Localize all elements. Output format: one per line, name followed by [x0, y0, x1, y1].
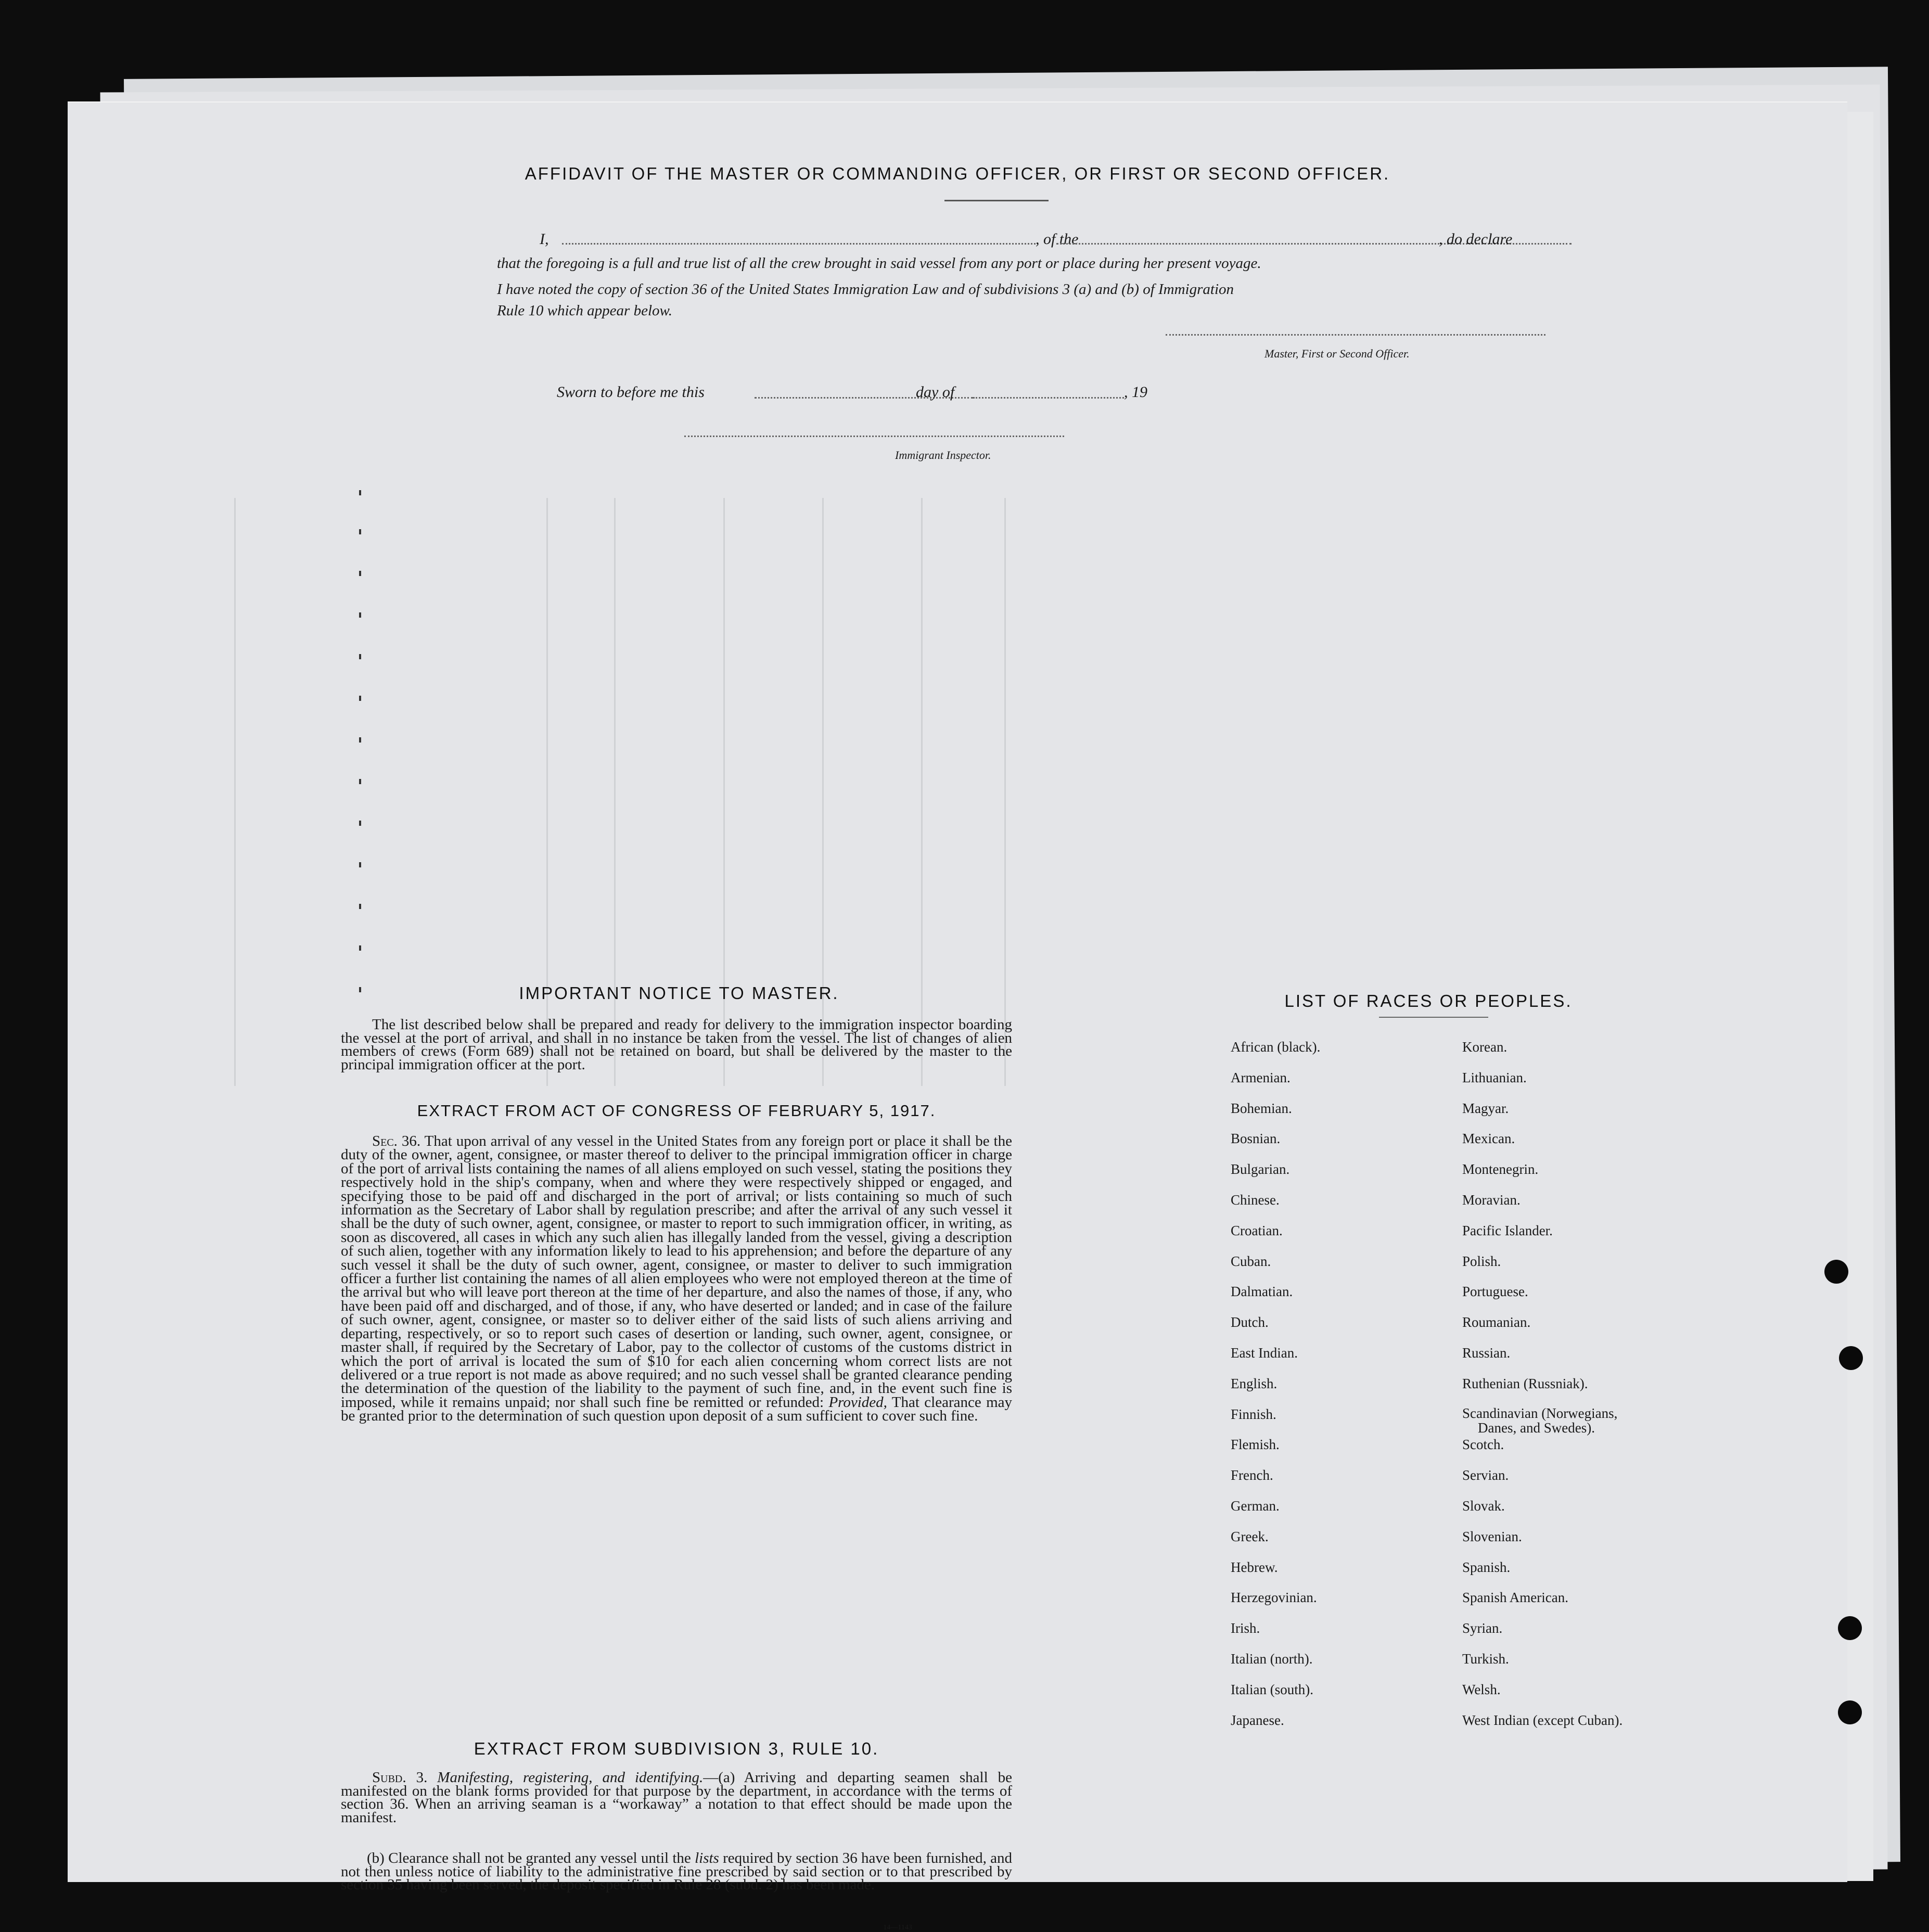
act-body-text: That upon arrival of any vessel in the United States from any foreign port or place it shall be the duty of the owner, agent, consignee, or master thereof to deliver to the principal immigration officer in charge of the port of arrival lists containing the names of all aliens employed on such vessel, stating the positions they respectively hold in the ship's company, when and where they were respectively shipped or engaged, and specifying those to be paid off and discharged in the port of arrival; or lists containing so much of such information as the Secretary of Labor shall by regulation prescribe; and after the arrival of any such vessel it shall be the duty of such owner, agent, consignee, or master to report to such immigration officer, in writing, as soon as discovered, all cases in which any such alien has illegally landed from the vessel, giving a description of such alien, together with any information likely to lead to his apprehension; and before the departure of any such vessel it shall be the duty of such owner, agent, consignee, or master to deliver to such immigration officer a further list containing the names of all alien employees who were not employed thereon at the time of the arrival but who will leave port thereon at the time of her departure, and also the names of those, if any, who have been paid off and discharged, and of those, if any, who have deserted or landed; and in case of the failure of such owner, agent, consignee, or master so to deliver either of the said lists of such aliens arriving and departing, respectively, or so to report such cases of desertion or landing, such owner, agent, consignee, or master shall, if required by the Secretary of Labor, pay to the collector of customs of the customs district in which the port of arrival is located the sum of $10 for each alien concerning whom correct lists are not delivered or a true report is not made as above required; and no such vessel shall be granted clearance pending the determination of the question of the liability to the payment of such fine, and, in the event such fine is imposed, while it remains unpaid; nor shall such fine be remitted or refunded:: [341, 1133, 1012, 1411]
race-item: Bohemian.: [1231, 1100, 1292, 1116]
race-item: Welsh.: [1462, 1681, 1501, 1697]
race-item: Danes, and Swedes).: [1478, 1419, 1595, 1436]
binder-hole: [1838, 1700, 1862, 1724]
race-item: African (black).: [1231, 1039, 1321, 1055]
race-item: East Indian.: [1231, 1345, 1298, 1361]
race-item: Ruthenian (Russniak).: [1462, 1375, 1588, 1391]
race-item: Turkish.: [1462, 1651, 1509, 1667]
race-item: Cuban.: [1231, 1253, 1271, 1269]
act-title: EXTRACT FROM ACT OF CONGRESS OF FEBRUARY 5, 1917.: [417, 1102, 936, 1120]
race-item: Lithuanian.: [1462, 1069, 1527, 1085]
race-item: Finnish.: [1231, 1406, 1276, 1422]
race-item: Dutch.: [1231, 1314, 1269, 1330]
race-item: Italian (south).: [1231, 1681, 1313, 1697]
affidavit-do-declare: , do declare: [1439, 231, 1513, 248]
race-item: Slovak.: [1462, 1498, 1505, 1514]
race-item: Croatian.: [1231, 1222, 1283, 1238]
binder-hole: [1824, 1260, 1848, 1284]
race-item: Spanish.: [1462, 1559, 1511, 1575]
lists-word: lists: [695, 1850, 719, 1866]
row-tick: [359, 490, 361, 495]
notice-title: IMPORTANT NOTICE TO MASTER.: [519, 983, 839, 1003]
subdiv-part-a-text: —(a) Arriving and departing seamen shall be manifested on the blank forms provided for that purpose by the department, in accordance with the terms of section 36. When an arriving seaman is a “workaway” a notation to that effect should be made upon the manifest.: [341, 1769, 1012, 1826]
row-tick: [359, 737, 361, 743]
race-item: Italian (north).: [1231, 1651, 1313, 1667]
race-item: Pacific Islander.: [1462, 1222, 1553, 1238]
binder-hole: [1838, 1616, 1862, 1640]
sworn-month-field[interactable]: [973, 397, 1124, 399]
subdiv-part-a: [341, 1771, 1012, 1824]
race-item: Irish.: [1231, 1620, 1260, 1636]
race-item: Moravian.: [1462, 1192, 1521, 1208]
act-body-end: That clearance may be granted prior to the determination of such question upon deposit of a sum sufficient to cover such fine.: [341, 1393, 1013, 1425]
row-tick: [359, 696, 361, 701]
manifest-page: [68, 101, 1847, 1931]
race-item: Dalmatian.: [1231, 1284, 1293, 1300]
inspector-label: Immigrant Inspector.: [895, 449, 991, 462]
sworn-year: , 19: [1124, 383, 1147, 401]
race-item: Bulgarian.: [1231, 1161, 1290, 1178]
race-item: Scandinavian (Norwegians,: [1462, 1405, 1618, 1421]
race-item: Russian.: [1462, 1345, 1511, 1361]
race-item: Chinese.: [1231, 1192, 1280, 1208]
race-item: West Indian (except Cuban).: [1462, 1712, 1623, 1728]
affidavit-line-2: that the foregoing is a full and true list of all the crew brought in said vessel from any port or place during her present voyage.: [497, 255, 1261, 272]
race-item: French.: [1231, 1467, 1273, 1483]
title-rule: [944, 200, 1049, 201]
master-signature-label: Master, First or Second Officer.: [1264, 347, 1410, 360]
race-item: Hebrew.: [1231, 1559, 1278, 1575]
affidavit-line-3: I have noted the copy of section 36 of the United States Immigration Law and of subdivisions 3 (a) and (b) of Immigration: [497, 281, 1234, 298]
affidavit-line-4: Rule 10 which appear below.: [497, 302, 672, 319]
affidavit-i: I,: [540, 231, 549, 248]
race-item: Spanish American.: [1462, 1590, 1568, 1606]
race-item: German.: [1231, 1498, 1280, 1514]
affidavit-title: AFFIDAVIT OF THE MASTER OR COMMANDING OFFICER, OR FIRST OR SECOND OFFICER.: [525, 164, 1390, 183]
sworn-day-of: day of: [916, 383, 955, 401]
provided-word: Provided,: [828, 1393, 887, 1411]
race-item: Bosnian.: [1231, 1131, 1281, 1147]
row-tick: [359, 779, 361, 784]
race-item: Mexican.: [1462, 1131, 1515, 1147]
ruled-column-line: [234, 498, 236, 1086]
sworn-text: Sworn to before me this: [557, 383, 705, 401]
race-item: Slovenian.: [1462, 1528, 1522, 1544]
master-name-field[interactable]: [562, 243, 1036, 245]
subdiv-heading: Manifesting, registering, and identifying.: [437, 1769, 704, 1786]
inspector-signature-field[interactable]: [684, 436, 1064, 437]
race-item: Montenegrin.: [1462, 1161, 1539, 1178]
notice-body: The list described below shall be prepared and ready for delivery to the immigration inspector boarding the vessel at the port of arrival, and shall in no instance be taken from the vessel. The list of changes of alien members of crews (Form 689) shall not be retained on board, but shall be delivered by the master to the principal immigration officer at the port.: [341, 1016, 1012, 1073]
race-item: Herzegovinian.: [1231, 1590, 1317, 1606]
races-title-rule: [1379, 1017, 1488, 1018]
act-body: [341, 1134, 1012, 1423]
row-tick: [359, 862, 361, 867]
row-tick: [359, 821, 361, 826]
race-item: Roumanian.: [1462, 1314, 1531, 1330]
subdiv-title: EXTRACT FROM SUBDIVISION 3, RULE 10.: [474, 1739, 879, 1758]
race-item: Flemish.: [1231, 1437, 1280, 1453]
race-item: Japanese.: [1231, 1712, 1284, 1728]
race-item: Greek.: [1231, 1528, 1269, 1544]
subdiv-label: Subd. 3.: [372, 1769, 428, 1786]
form-number: 14—1143: [883, 1924, 912, 1931]
row-tick: [359, 945, 361, 951]
race-item: Armenian.: [1231, 1069, 1291, 1085]
row-tick: [359, 654, 361, 659]
master-signature-field[interactable]: [1166, 334, 1545, 336]
race-item: Polish.: [1462, 1253, 1501, 1269]
races-title: LIST OF RACES OR PEOPLES.: [1284, 991, 1573, 1010]
row-tick: [359, 529, 361, 534]
race-item: Syrian.: [1462, 1620, 1503, 1636]
race-item: Portuguese.: [1462, 1284, 1528, 1300]
row-tick: [359, 904, 361, 909]
subdiv-part-b2: required by section 36 have been furnished, and not then unless notice of liability to the administrative fine prescribed by said section or to that prescribed by section 35 having been served, the deposit specified in Rule 28 (subd. 2) has been made.: [341, 1850, 1013, 1893]
race-item: English.: [1231, 1375, 1278, 1391]
race-item: Korean.: [1462, 1039, 1508, 1055]
section-label: Sec. 36.: [372, 1133, 421, 1149]
row-tick: [359, 612, 361, 618]
subdiv-part-b: [341, 1852, 1012, 1892]
row-tick: [359, 571, 361, 576]
binder-hole: [1839, 1346, 1863, 1370]
affidavit-of-the: , of the: [1036, 231, 1079, 248]
race-item: Servian.: [1462, 1467, 1509, 1483]
race-item: Magyar.: [1462, 1100, 1509, 1116]
subdiv-part-b1: (b) Clearance shall not be granted any vessel until the: [367, 1850, 691, 1866]
race-item: Scotch.: [1462, 1437, 1504, 1453]
